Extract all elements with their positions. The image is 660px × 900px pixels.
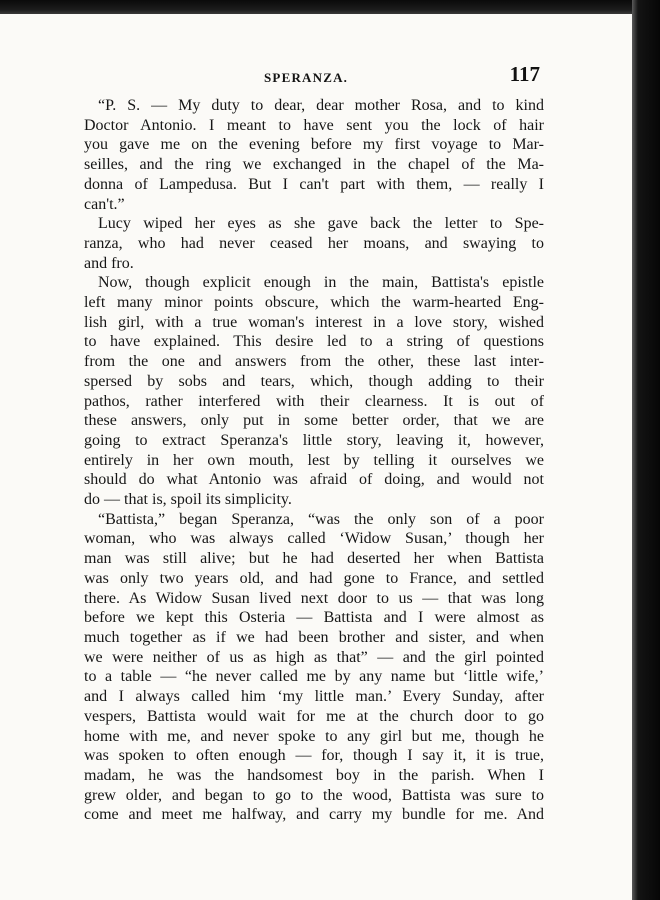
page-header bbox=[86, 62, 540, 92]
text-line: spersed by sobs and tears, which, though adding to their bbox=[84, 372, 544, 390]
text-line: much together as if we had been brother and sister, and when bbox=[84, 628, 544, 646]
body-text bbox=[84, 96, 544, 825]
text-line: left many minor points obscure, which the warm-hearted Eng- bbox=[84, 294, 544, 312]
scan-border-right bbox=[632, 0, 660, 900]
text-line: man was still alive; but he had deserted her when Battista bbox=[84, 550, 544, 568]
text-line: these answers, only put in some better order, that we are bbox=[84, 412, 544, 430]
text-line: can't.” bbox=[84, 195, 125, 213]
text-line: before we kept this Osteria — Battista and I were almost as bbox=[84, 609, 544, 627]
text-line: and I always called him ‘my little man.’ Every Sunday, after bbox=[84, 688, 544, 706]
text-line: Doctor Antonio. I meant to have sent you the lock of hair bbox=[84, 116, 544, 134]
text-line: do — that is, spoil its simplicity. bbox=[84, 491, 292, 509]
text-line: seilles, and the ring we exchanged in the chapel of the Ma- bbox=[84, 156, 544, 174]
text-line: Now, though explicit enough in the main, Battista's epistle bbox=[98, 274, 544, 292]
text-line: lish girl, with a true woman's interest in a love story, wished bbox=[84, 313, 544, 331]
text-line: ranza, who had never ceased her moans, and swaying to bbox=[84, 234, 544, 252]
text-line: entirely in her own mouth, lest by telling it ourselves we bbox=[84, 451, 544, 469]
text-line: vespers, Battista would wait for me at the church door to go bbox=[84, 707, 544, 725]
text-line: donna of Lampedusa. But I can't part with them, — really I bbox=[84, 175, 544, 193]
text-line: was only two years old, and had gone to France, and settled bbox=[84, 569, 544, 587]
text-line: grew older, and began to go to the wood, Battista was sure to bbox=[84, 786, 544, 804]
text-line: come and meet me halfway, and carry my bundle for me. And bbox=[84, 806, 544, 824]
text-line: was spoken to often enough — for, though I say it, it is true, bbox=[84, 747, 544, 765]
text-line: Lucy wiped her eyes as she gave back the letter to Spe- bbox=[98, 215, 544, 233]
text-line: we were neither of us as high as that” — and the girl pointed bbox=[84, 648, 544, 666]
text-line: should do what Antonio was afraid of doing, and would not bbox=[84, 471, 544, 489]
text-line: pathos, rather interfered with their clearness. It is out of bbox=[84, 392, 544, 410]
text-line: home with me, and never spoke to any girl but me, though he bbox=[84, 727, 544, 745]
text-line: you gave me on the evening before my first voyage to Mar- bbox=[84, 136, 544, 154]
text-line: to a table — “he never called me by any name but ‘little wife,’ bbox=[84, 668, 544, 686]
running-title: SPERANZA. bbox=[264, 70, 349, 85]
text-line: to have explained. This desire led to a string of questions bbox=[84, 333, 544, 351]
text-line: “Battista,” began Speranza, “was the only son of a poor bbox=[98, 510, 544, 528]
text-line: woman, who was always called ‘Widow Susan,’ though her bbox=[84, 530, 544, 548]
text-line: “P. S. — My duty to dear, dear mother Rosa, and to kind bbox=[98, 97, 544, 114]
page-number: 117 bbox=[509, 62, 540, 86]
scan-border-top bbox=[0, 0, 660, 14]
text-line: from the one and answers from the other, these last inter- bbox=[84, 353, 544, 371]
text-line: and fro. bbox=[84, 254, 134, 272]
text-line: madam, he was the handsomest boy in the parish. When I bbox=[84, 766, 544, 784]
text-line: there. As Widow Susan lived next door to us — that was long bbox=[84, 589, 544, 607]
text-line: going to extract Speranza's little story, leaving it, however, bbox=[84, 431, 544, 449]
